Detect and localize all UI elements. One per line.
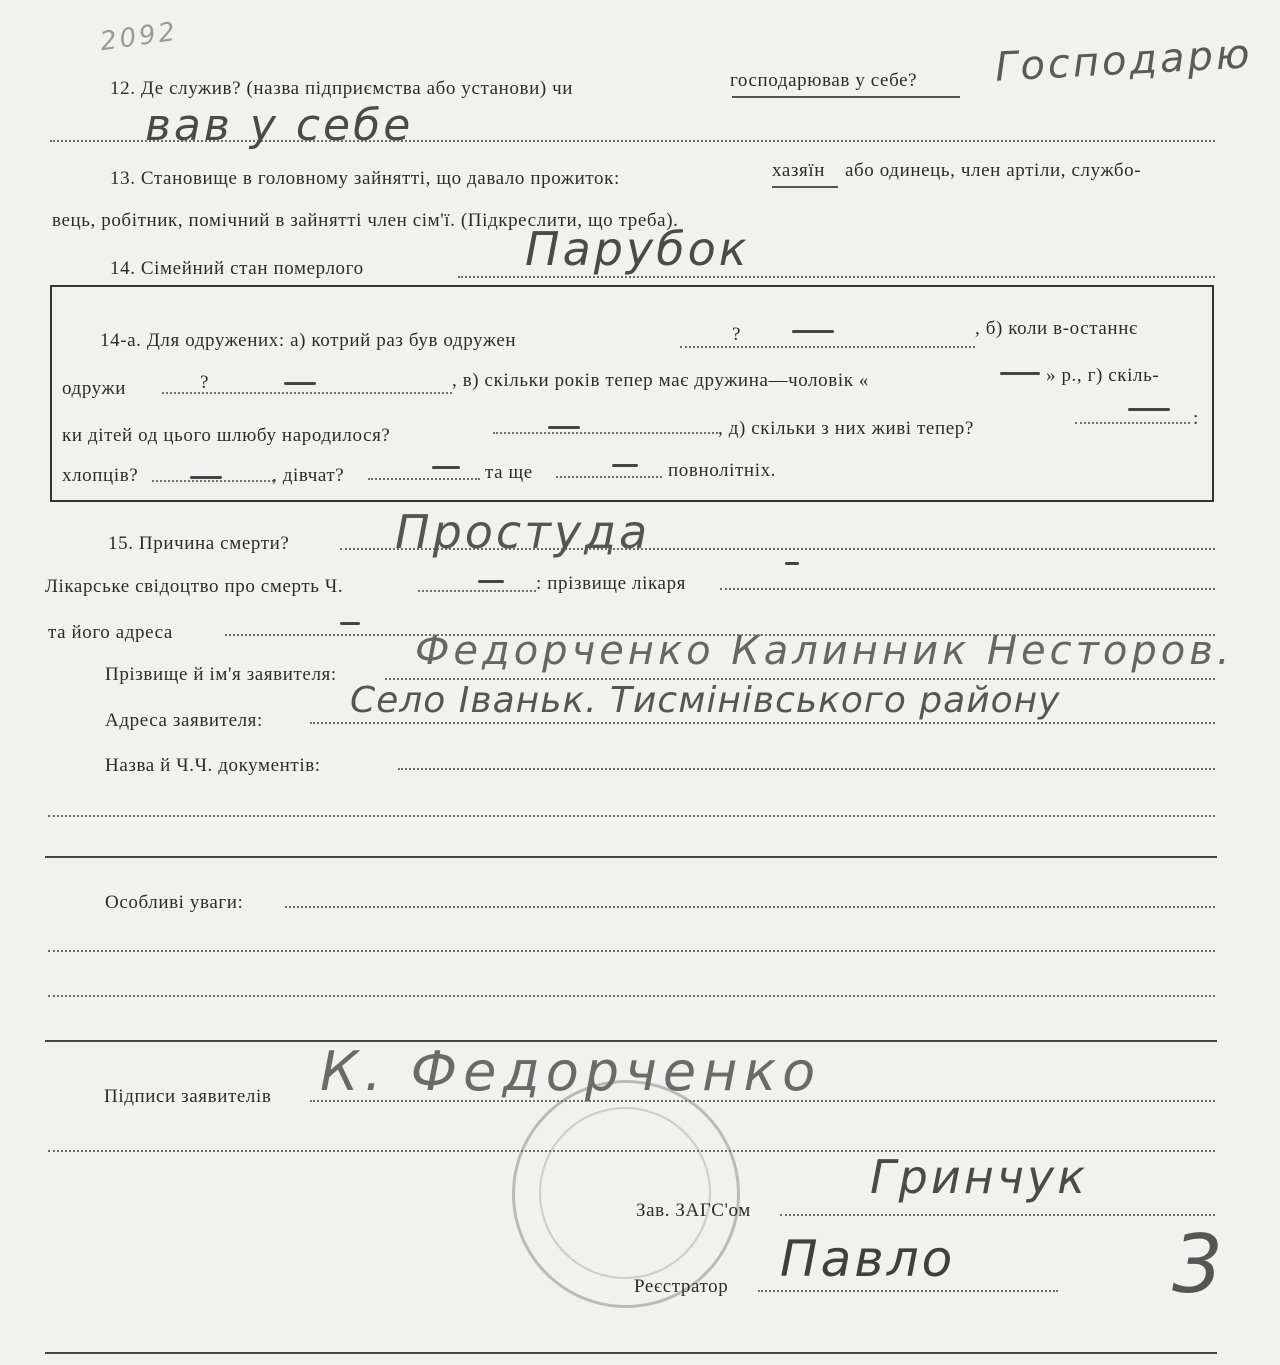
margin-handwritten-mark: 3 xyxy=(1172,1218,1226,1311)
medical-cert-dots xyxy=(418,590,536,592)
q13-line1: 13. Становище в головному зайнятті, що давало прожиток: xyxy=(110,168,620,189)
special-notes-dots-1 xyxy=(285,906,1215,908)
q14a-line4-more: та ще xyxy=(485,462,533,483)
q14a-line4-dots3 xyxy=(556,476,662,478)
q14a-line4: хлопців? xyxy=(62,465,139,486)
doctor-address-label: та його адреса xyxy=(48,622,173,643)
q14a-line1-dash xyxy=(792,330,834,333)
official-stamp xyxy=(512,1080,740,1308)
q14a-line3-dash2 xyxy=(1128,408,1170,411)
q14a-line4-dash2 xyxy=(432,466,460,469)
corner-pencil-note: 2092 xyxy=(98,16,180,58)
applicant-signatures-label: Підписи заявителів xyxy=(104,1086,272,1107)
q14a-line3-dash xyxy=(548,426,580,429)
registrar-label: Реєстратор xyxy=(634,1276,729,1297)
documents-dots xyxy=(398,768,1215,770)
q13-line1-rest: або одинець, член артіли, службо- xyxy=(845,160,1142,181)
doctor-name-dash xyxy=(785,562,799,565)
medical-cert-dash xyxy=(478,580,504,583)
q14a-line4-dots2 xyxy=(368,478,480,480)
registrar-signature: Павло xyxy=(780,1230,956,1288)
q14a-line2-q: ? xyxy=(200,372,210,393)
q12-underline xyxy=(732,96,960,98)
medical-cert-label: Лікарське свідоцтво про смерть Ч. xyxy=(45,576,344,597)
q14a-line3-mid: , д) скільки з них живі тепер? xyxy=(718,418,974,439)
q15-label: 15. Причина смерти? xyxy=(108,533,290,554)
zags-head-dots xyxy=(780,1214,1215,1216)
doctor-address-dash xyxy=(340,622,360,625)
applicant-address-dots xyxy=(310,722,1215,724)
q14a-line3-colon: : xyxy=(1193,408,1199,429)
special-notes-dots-2 xyxy=(48,950,1215,952)
documents-dots-2 xyxy=(48,815,1215,817)
q14a-line1-q: ? xyxy=(732,324,742,345)
q14a-line2-dash xyxy=(284,382,316,385)
zags-head-signature: Гринчук xyxy=(870,1150,1088,1204)
documents-label: Назва й Ч.Ч. документів: xyxy=(105,755,321,776)
official-stamp-inner-ring xyxy=(539,1107,711,1279)
q12-label-underlined: господарював у себе? xyxy=(730,70,918,91)
q13-line2: вець, робітник, помічний в зайнятті член сім'ї. (Підкреслити, що треба). xyxy=(52,210,679,231)
q14a-line2-dash2 xyxy=(1000,372,1040,375)
q14a-line4-dots1 xyxy=(152,480,274,482)
special-notes-dots-3 xyxy=(48,995,1215,997)
special-notes-label: Особливі уваги: xyxy=(105,892,244,913)
q12-label: 12. Де служив? (назва підприємства або установи) чи xyxy=(110,78,574,99)
doctor-name-label: : прізвище лікаря xyxy=(536,573,687,594)
q14a-line4-end: повнолітніх. xyxy=(668,460,777,481)
q14a-line4-girls: , дівчат? xyxy=(272,465,345,486)
q14a-line4-dash3 xyxy=(612,464,638,467)
q14-dotted-line xyxy=(458,276,1215,278)
applicant-name-label: Прізвище й ім'я заявителя: xyxy=(105,664,337,685)
q14a-line3-dots xyxy=(493,432,718,434)
q14a-line1-rest: , б) коли в-останнє xyxy=(975,318,1138,339)
q14-answer: Парубок xyxy=(525,222,750,276)
q14a-line4-dash1 xyxy=(190,476,222,479)
registrar-dots xyxy=(758,1290,1058,1292)
applicant-name-value: Федорченко Калинник Несторов. xyxy=(415,628,1234,674)
q15-answer: Простуда xyxy=(395,505,651,559)
q14a-line3-dots2 xyxy=(1075,422,1190,424)
zags-head-label: Зав. ЗАГС'ом xyxy=(636,1200,751,1221)
q14a-line2-mid: , в) скільки років тепер має дружина—чоловік « xyxy=(452,370,870,391)
bottom-rule xyxy=(45,1352,1217,1354)
doctor-name-dots xyxy=(720,588,1215,590)
section-divider-1 xyxy=(45,856,1217,858)
q14a-line2-end: » р., г) скіль- xyxy=(1046,365,1160,386)
q14a-line2: одружи xyxy=(62,378,127,399)
q12-answer-line2: вав у себе xyxy=(145,100,414,151)
q13-option-hazyain: хазяїн xyxy=(772,160,825,181)
applicant-address-value: Село Іваньк. Тисмінівського району xyxy=(350,680,1061,721)
q13-underline xyxy=(772,186,838,188)
q14a-line1-dots xyxy=(680,346,975,348)
q12-answer-line1: Господарю xyxy=(993,31,1254,91)
q14-label: 14. Сімейний стан померлого xyxy=(110,258,364,279)
q14a-line3: ки дітей од цього шлюбу народилося? xyxy=(62,425,391,446)
applicant-signature-value: К. Федорченко xyxy=(320,1040,822,1103)
q14a-line1: 14-а. Для одружених: а) котрий раз був одружен xyxy=(100,330,517,351)
applicant-address-label: Адреса заявителя: xyxy=(105,710,263,731)
